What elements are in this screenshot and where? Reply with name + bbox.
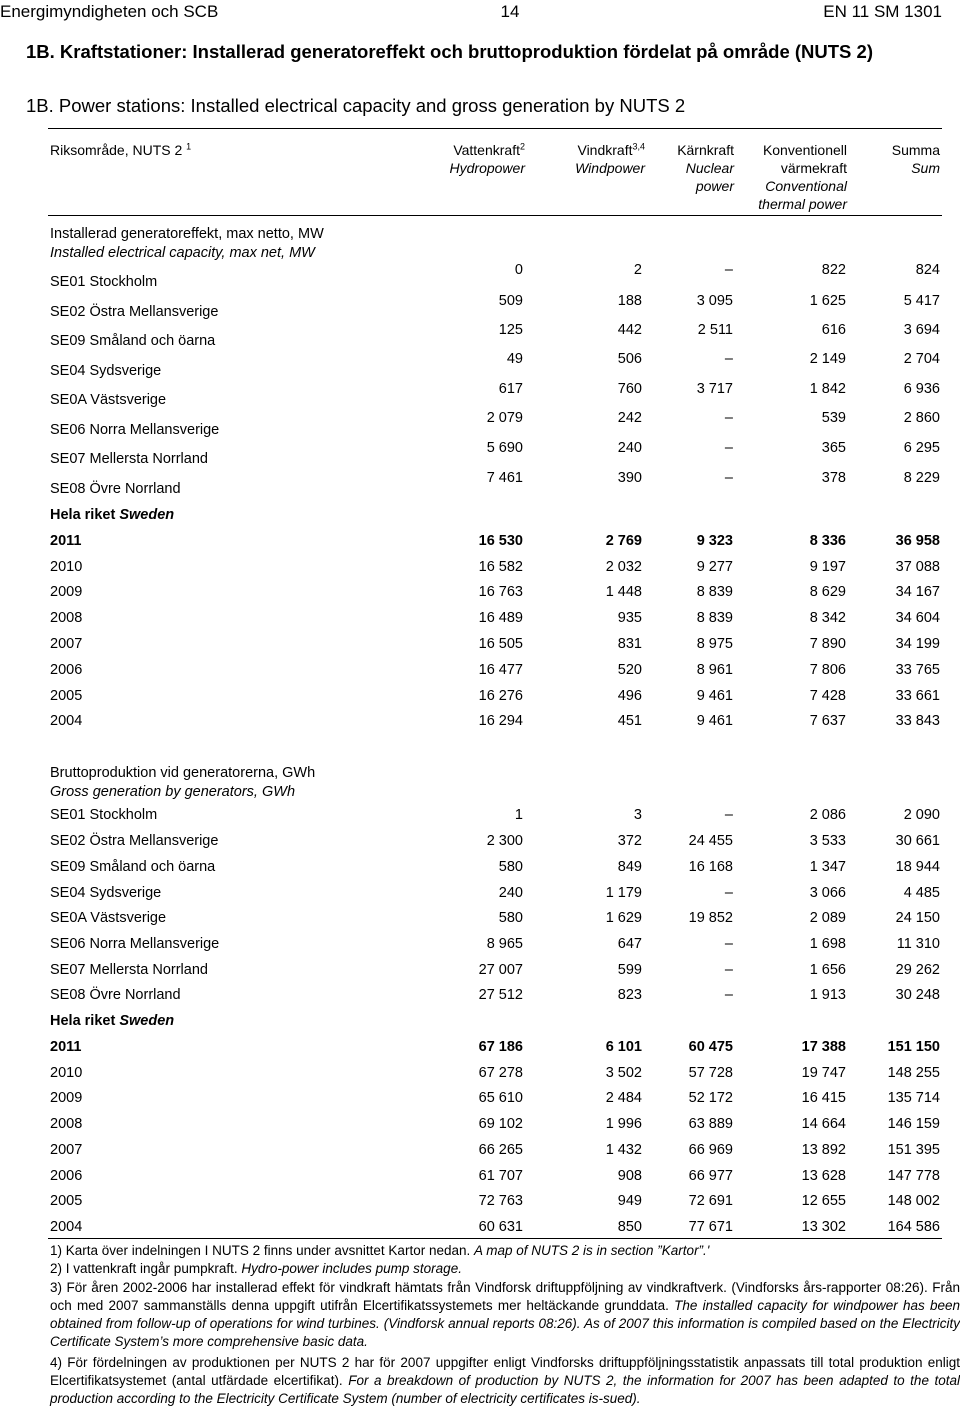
sum-value: 33 765 [895,662,940,678]
year-label: 2006 [50,662,83,678]
nuclear-value: 2 511 [697,322,733,338]
wind-value: 6 101 [605,1039,642,1055]
sum-value: 146 159 [887,1116,940,1132]
nuclear-value: – [724,470,733,486]
nuclear-value: – [724,807,733,823]
conventional-column-header: Konventionell värmekraft Conventional thermal power [758,142,847,212]
hydro-value: 240 [498,885,523,901]
region-label: SE07 Mellersta Norrland [50,962,208,978]
conventional-value: 16 415 [801,1090,846,1106]
section-capacity-title: Installerad generatoreffekt, max netto, MW Installed electrical capacity, max net, MW [50,226,324,261]
table-title-swedish: 1B. Kraftstationer: Installerad generatoreffekt och bruttoproduktion fördelat på område (NUTS 2) [26,41,873,62]
year-label: 2007 [50,636,83,652]
footnote-1: 1) Karta över indelningen I NUTS 2 finns under avsnittet Kartor nedan. A map of NUTS 2 is in section ”Kartor”.' [50,1243,710,1258]
conventional-value: 365 [821,440,846,456]
conventional-value: 13 628 [801,1168,846,1184]
nuclear-value: 66 969 [688,1142,733,1158]
wind-value: 1 996 [605,1116,642,1132]
sum-value: 8 229 [903,470,940,486]
region-label: SE07 Mellersta Norrland [50,451,208,467]
hydro-value: 16 294 [478,713,523,729]
footnote-3: 3) För åren 2002-2006 har installerad effekt för vindkraft hämtats från Vindforsk driftuppföljning av vindkraftverk. (Vindforsks års-rapporter 08:26). Från och med 2007 sammanställs denna uppgift utifrån Elcertifikatssystemets mer heltäckande grunddata. The installed capacity for windpower has been obtained from follow-up of operations for wind turbines. (Vindforsk annual reports 08:26). As of 2007 this information is compiled based on the Electricity Certificate System’s more comprehensive basic data. [50,1280,960,1349]
year-label: 2005 [50,1193,83,1209]
region-label: SE09 Småland och öarna [50,333,216,349]
hydro-value: 8 965 [486,936,523,952]
sum-value: 6 295 [903,440,940,456]
wind-value: 2 484 [605,1090,642,1106]
nuclear-value: – [724,885,733,901]
sum-value: 4 485 [903,885,940,901]
region-label: SE09 Småland och öarna [50,859,216,875]
sum-value: 2 860 [903,410,940,426]
hydro-value: 65 610 [478,1090,523,1106]
region-label: SE06 Norra Mellansverige [50,422,220,438]
nuclear-value: 66 977 [688,1168,733,1184]
wind-value: 647 [617,936,642,952]
sum-value: 2 704 [903,351,940,367]
hydro-value: 16 582 [478,559,523,575]
region-label: SE02 Östra Mellansverige [50,833,219,849]
conventional-value: 2 149 [809,351,846,367]
conventional-value: 1 347 [809,859,846,875]
hydro-value: 509 [498,293,523,309]
wind-value: 390 [617,470,642,486]
conventional-value: 7 637 [809,713,846,729]
hydro-value: 2 079 [486,410,523,426]
nuclear-value: 9 323 [696,533,733,549]
hydro-value: 1 [514,807,523,823]
nuclear-value: – [724,936,733,952]
wind-value: 849 [617,859,642,875]
sum-value: 24 150 [895,910,940,926]
nuclear-value: 9 461 [696,688,733,704]
hydro-value: 16 276 [478,688,523,704]
sum-column-header: Summa Sum [891,142,940,176]
region-label: SE04 Sydsverige [50,363,162,379]
nuclear-value: 8 975 [696,636,733,652]
sum-value: 34 604 [895,610,940,626]
wind-value: 1 448 [605,584,642,600]
total-label: Hela riket Sweden [50,1013,175,1029]
hydro-value: 16 530 [478,533,523,549]
hydro-value: 66 265 [478,1142,523,1158]
hydro-value: 16 489 [478,610,523,626]
wind-value: 188 [617,293,642,309]
nuclear-value: 8 839 [696,610,733,626]
year-label: 2010 [50,559,83,575]
year-label: 2011 [50,1039,82,1055]
conventional-value: 13 892 [801,1142,846,1158]
wind-value: 949 [617,1193,642,1209]
hydro-value: 16 477 [478,662,523,678]
page-header [0,2,960,28]
conventional-value: 378 [821,470,846,486]
sum-value: 824 [915,262,940,278]
sum-value: 33 661 [895,688,940,704]
conventional-value: 17 388 [801,1039,846,1055]
sum-value: 2 090 [903,807,940,823]
hydro-value: 49 [506,351,523,367]
year-label: 2004 [50,1219,83,1235]
nuclear-value: 8 839 [696,584,733,600]
wind-value: 496 [617,688,642,704]
nuclear-column-header: Kärnkraft Nuclear power [677,142,734,194]
wind-value: 760 [617,381,642,397]
sum-value: 135 714 [887,1090,940,1106]
conventional-value: 8 336 [809,533,846,549]
conventional-value: 9 197 [809,559,846,575]
wind-value: 2 032 [605,559,642,575]
year-label: 2004 [50,713,83,729]
sum-value: 6 936 [903,381,940,397]
wind-value: 2 769 [605,533,642,549]
hydro-value: 27 007 [478,962,523,978]
nuclear-value: 77 671 [688,1219,733,1235]
year-label: 2011 [50,533,82,549]
hydro-value: 2 300 [486,833,523,849]
sum-value: 148 255 [887,1065,940,1081]
page-number: 14 [500,2,520,21]
nuclear-value: – [724,987,733,1003]
nuclear-value: 3 717 [696,381,733,397]
sum-value: 18 944 [895,859,940,875]
hydro-value: 16 505 [478,636,523,652]
conventional-value: 2 089 [809,910,846,926]
nuclear-value: 3 095 [696,293,733,309]
region-label: SE06 Norra Mellansverige [50,936,220,952]
wind-column-header: Vindkraft$^{3,4}$ Windpower [575,141,645,176]
wind-value: 908 [617,1168,642,1184]
year-label: 2006 [50,1168,83,1184]
sum-value: 11 310 [896,936,940,952]
nuclear-value: 63 889 [688,1116,733,1132]
nuclear-value: 16 168 [688,859,733,875]
wind-value: 240 [617,440,642,456]
wind-value: 3 [633,807,642,823]
region-label: SE02 Östra Mellansverige [50,304,219,320]
region-label: SE01 Stockholm [50,807,158,823]
hydro-value: 0 [514,262,523,278]
wind-value: 2 [633,262,642,278]
nuclear-value: – [724,962,733,978]
wind-value: 823 [617,987,642,1003]
nuclear-value: – [724,440,733,456]
sum-value: 34 199 [895,636,940,652]
hydro-value: 27 512 [478,987,523,1003]
sum-value: 147 778 [887,1168,940,1184]
conventional-value: 8 342 [809,610,846,626]
sum-value: 30 248 [895,987,940,1003]
region-label: SE0A Västsverige [50,392,167,408]
footnote-2: 2) I vattenkraft ingår pumpkraft. Hydro-power includes pump storage. [50,1261,462,1276]
wind-value: 831 [617,636,642,652]
hydro-value: 16 763 [478,584,523,600]
sum-value: 30 661 [895,833,940,849]
sum-value: 34 167 [895,584,940,600]
nuclear-value: 24 455 [688,833,733,849]
wind-value: 3 502 [605,1065,642,1081]
nuclear-value: 52 172 [688,1090,733,1106]
hydro-value: 69 102 [478,1116,523,1132]
sum-value: 37 088 [895,559,940,575]
conventional-value: 1 698 [809,936,846,952]
hydro-value: 125 [498,322,523,338]
wind-value: 506 [617,351,642,367]
conventional-value: 8 629 [809,584,846,600]
region-label: SE08 Övre Norrland [50,987,181,1003]
conventional-value: 1 625 [809,293,846,309]
conventional-value: 1 913 [809,987,846,1003]
nuclear-value: 9 277 [696,559,733,575]
header-top-rule [48,128,942,129]
nuclear-value: 60 475 [688,1039,733,1055]
nuclear-value: – [724,410,733,426]
nuclear-value: 72 691 [688,1193,733,1209]
region-label: SE01 Stockholm [50,274,158,290]
hydro-value: 5 690 [486,440,523,456]
sum-value: 151 150 [887,1039,940,1055]
sum-value: 164 586 [887,1219,940,1235]
conventional-value: 539 [821,410,846,426]
wind-value: 935 [617,610,642,626]
nuclear-value: – [724,262,733,278]
conventional-value: 1 656 [809,962,846,978]
hydro-value: 67 278 [478,1065,523,1081]
year-label: 2009 [50,584,83,600]
wind-value: 242 [617,410,642,426]
conventional-value: 19 747 [801,1065,846,1081]
region-label: SE0A Västsverige [50,910,167,926]
year-label: 2009 [50,1090,83,1106]
conventional-value: 3 533 [809,833,846,849]
conventional-value: 14 664 [801,1116,846,1132]
hydro-column-header: Vattenkraft$^2$ Hydropower [449,141,525,176]
section-generation-title: Bruttoproduktion vid generatorerna, GWh Gross generation by generators, GWh [50,765,316,800]
wind-value: 520 [617,662,642,678]
hydro-value: 580 [498,910,523,926]
total-label: Hela riket Sweden [50,507,175,523]
year-label: 2010 [50,1065,83,1081]
wind-value: 451 [617,713,642,729]
sum-value: 5 417 [903,293,940,309]
sum-value: 148 002 [887,1193,940,1209]
table-title-english: 1B. Power stations: Installed electrical capacity and gross generation by NUTS 2 [26,95,686,116]
wind-value: 1 629 [605,910,642,926]
sum-value: 33 843 [895,713,940,729]
conventional-value: 3 066 [809,885,846,901]
sum-value: 3 694 [903,322,940,338]
hydro-value: 72 763 [478,1193,523,1209]
wind-value: 1 432 [605,1142,642,1158]
publisher: Energimyndigheten och SCB [0,2,219,21]
nuclear-value: 9 461 [696,713,733,729]
year-label: 2007 [50,1142,83,1158]
conventional-value: 12 655 [801,1193,846,1209]
nuclear-value: – [724,351,733,367]
sum-value: 151 395 [887,1142,940,1158]
conventional-value: 13 302 [801,1219,846,1235]
region-column-header: Riksområde, NUTS 2 $^1$ [50,141,192,158]
conventional-value: 7 428 [809,688,846,704]
year-label: 2005 [50,688,83,704]
nuclear-value: 19 852 [688,910,733,926]
conventional-value: 1 842 [809,381,846,397]
conventional-value: 7 890 [809,636,846,652]
nuclear-value: 8 961 [696,662,733,678]
hydro-value: 67 186 [478,1039,523,1055]
hydro-value: 580 [498,859,523,875]
wind-value: 599 [617,962,642,978]
region-label: SE04 Sydsverige [50,885,162,901]
hydro-value: 61 707 [478,1168,523,1184]
report-id: EN 11 SM 1301 [823,2,942,21]
hydro-value: 617 [498,381,523,397]
sum-value: 36 958 [895,533,940,549]
year-label: 2008 [50,610,83,626]
sum-value: 29 262 [895,962,940,978]
nuclear-value: 57 728 [688,1065,733,1081]
wind-value: 850 [617,1219,642,1235]
footnote-4: 4) För fördelningen av produktionen per NUTS 2 har för 2007 uppgifter enligt Vindforsks driftuppföljningsstatistik anpassats till total produktion enligt Elcertifikatsystemet (antal utfärdade elcertifikat). For a breakdown of production by NUTS 2, the information for 2007 has been adapted to the total production according to the Electricity Certificate System (number of electricity certificates is-sued). [50,1355,960,1406]
conventional-value: 7 806 [809,662,846,678]
conventional-value: 822 [821,262,846,278]
wind-value: 1 179 [605,885,642,901]
hydro-value: 7 461 [486,470,523,486]
year-label: 2008 [50,1116,83,1132]
wind-value: 372 [617,833,642,849]
conventional-value: 616 [821,322,846,338]
region-label: SE08 Övre Norrland [50,481,181,497]
wind-value: 442 [617,322,642,338]
header-bottom-rule [48,215,942,216]
conventional-value: 2 086 [809,807,846,823]
table-bottom-rule [48,1238,942,1239]
hydro-value: 60 631 [478,1219,523,1235]
